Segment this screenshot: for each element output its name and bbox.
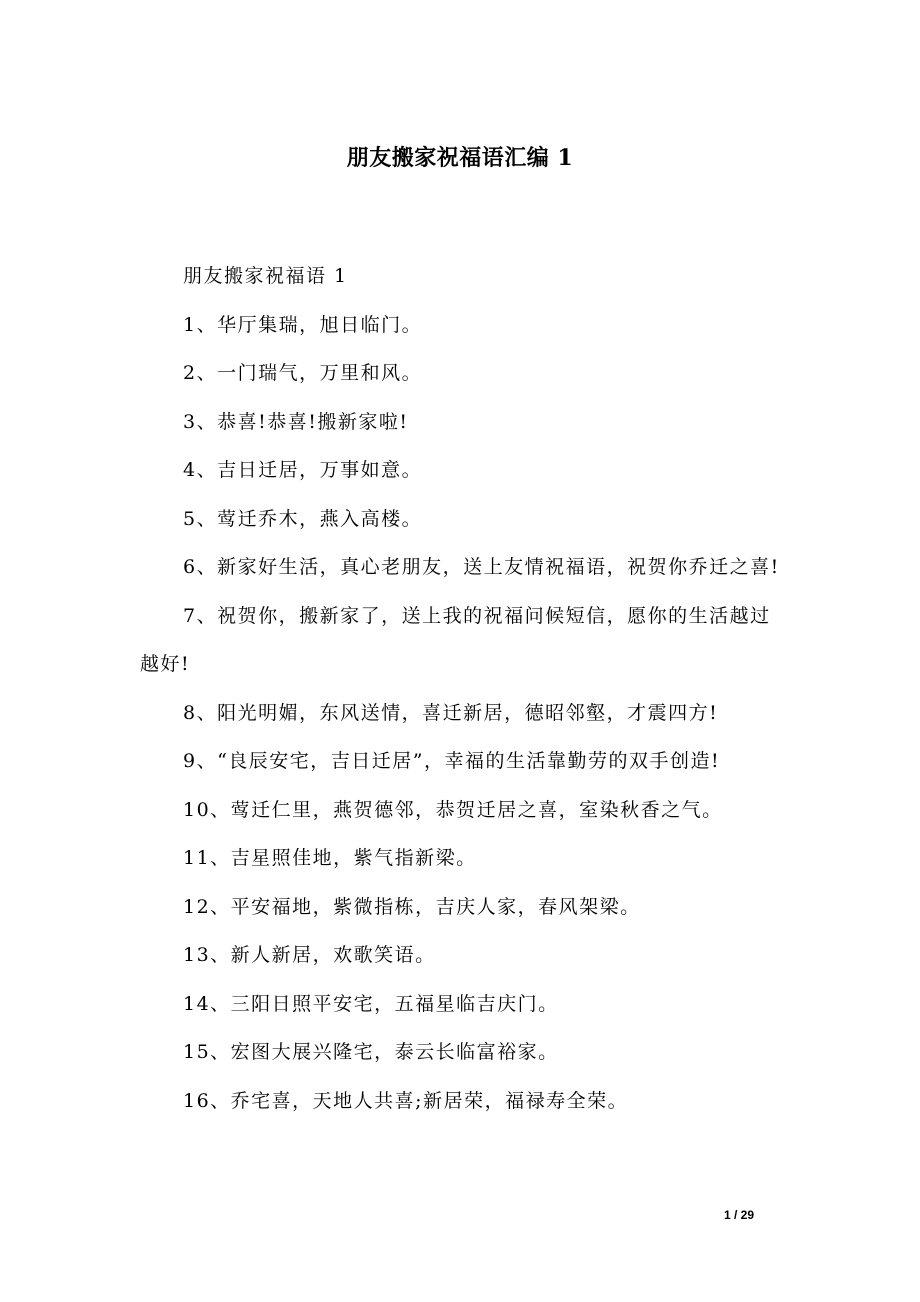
paragraph-1: 1、华厅集瑞，旭日临门。 [183, 313, 423, 336]
paragraph-8: 8、阳光明媚，东风送情，喜迁新居，德昭邻壑，才震四方! [183, 701, 719, 724]
paragraph-9: 9、“良辰安宅，吉日迁居”，幸福的生活靠勤劳的双手创造! [183, 750, 721, 772]
document-body [140, 252, 782, 1125]
page-number: 1 / 29 [723, 1208, 754, 1222]
paragraph-7: 7、祝贺你，搬新家了，送上我的祝福问候短信，愿你的生活越过越好! [140, 604, 771, 675]
paragraph-15: 15、宏图大展兴隆宅，泰云长临富裕家。 [183, 1041, 559, 1063]
paragraph-4: 4、吉日迁居，万事如意。 [183, 459, 423, 481]
paragraph-6: 6、新家好生活，真心老朋友，送上友情祝福语，祝贺你乔迁之喜! [183, 556, 780, 578]
paragraph-16: 16、乔宅喜，天地人共喜;新居荣，福禄寿全荣。 [183, 1089, 629, 1112]
paragraph-5: 5、莺迁乔木，燕入高楼。 [183, 507, 423, 530]
paragraph-11: 11、吉星照佳地，紫气指新梁。 [183, 847, 477, 869]
paragraph-14: 14、三阳日照平安宅，五福星临吉庆门。 [183, 992, 559, 1015]
paragraph-12: 12、平安福地，紫微指栋，吉庆人家，春风架梁。 [183, 895, 641, 918]
paragraph-2: 2、一门瑞气，万里和风。 [183, 362, 423, 384]
paragraph-3: 3、恭喜!恭喜!搬新家啦! [183, 410, 409, 433]
paragraph-10: 10、莺迁仁里，燕贺德邻，恭贺迁居之喜，室染秋香之气。 [183, 798, 723, 821]
paragraph-heading: 朋友搬家祝福语 1 [183, 265, 348, 287]
document-title: 朋友搬家祝福语汇编 1 [346, 145, 574, 171]
paragraph-13: 13、新人新居，欢歌笑语。 [183, 944, 436, 966]
